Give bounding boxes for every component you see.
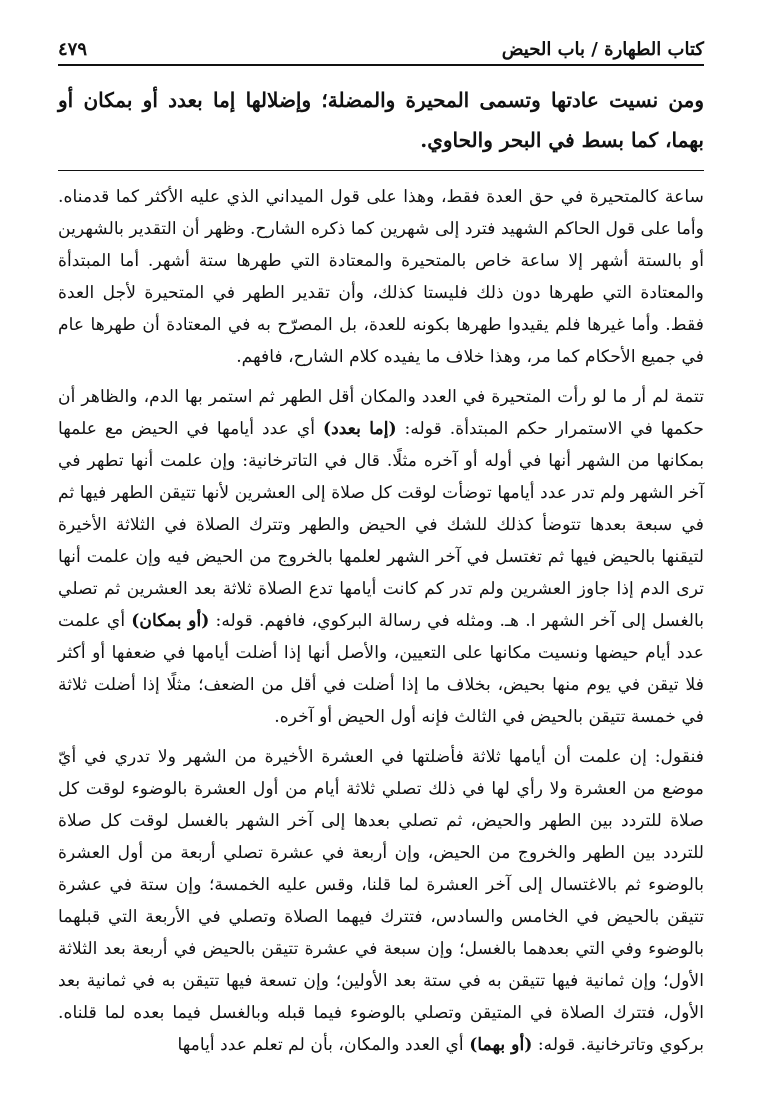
page-number: ٤٧٩	[58, 39, 88, 60]
running-head	[58, 34, 704, 66]
commentary-text: تتمة لم أر ما لو رأت المتحيرة في العدد والمكان أقل الطهر ثم استمر بها الدم، والظاهر أن حكمها في الاستمرار حكم المبتدأة. قوله:	[58, 387, 704, 439]
separator-rule	[58, 170, 704, 171]
commentary-paragraph	[58, 181, 704, 373]
quoted-lemma: (أو بهما)	[469, 1035, 533, 1055]
commentary-text: أي علمت عدد أيام حيضها ونسيت مكانها على التعيين، والأصل أنها إذا أضلت أيامها في ضعفها أو أكثر فلا تيقن في يوم منها بحيض، بخلاف ما إذا أضلت في أقل من الضعف؛ مثلًا إذا أضلت ثلاثة في خمسة تتيقن بالحيض في الثالث فإنه أول الحيض أو آخره.	[58, 611, 704, 727]
commentary-paragraph	[58, 741, 704, 1061]
commentary-text: فنقول: إن علمت أن أيامها ثلاثة فأضلتها في العشرة الأخيرة من الشهر ولا تدري في أيّ موضع من العشرة ولا رأي لها في ذلك تصلي ثلاثة أيام من أول العشرة بالوضوء لوقت كل صلاة للتردد بين الطهر والحيض، ثم تصلي بعدها إلى آخر الشهر بالغسل لوقت كل صلاة للتردد بين الطهر والخروج من الحيض، وإن أربعة في عشرة تصلي أربعة من أول العشرة بالوضوء ثم بالاغتسال إلى آخر العشرة لما قلنا، وقس عليه الخمسة؛ وإن ستة في عشرة تتيقن بالحيض في الخامس والسادس، فتترك فيهما الصلاة وتصلي في الأربعة التي قبلهما بالوضوء وفي التي بعدهما بالغسل؛ وإن سبعة في عشرة تتيقن بالحيض في أربعة بعد الثلاثة الأول؛ وإن ثمانية فيها تتيقن به في ستة بعد الأولين؛ وإن تسعة فيها تتيقن به في ثمانية بعد الأول، فتترك الصلاة في المتيقن وتصلي بالوضوء فيما قبله وبالغسل فيما بعده لما قلناه. بركوي وتاترخانية. قوله:	[58, 747, 704, 1055]
quoted-lemma: (إما بعدد)	[322, 419, 397, 439]
main-text: ومن نسيت عادتها وتسمى المحيرة والمضلة؛ وإضلالها إما بعدد أو بمكان أو بهما، كما بسط في البحر والحاوي.	[58, 88, 704, 152]
quoted-lemma: (أو بمكان)	[131, 611, 210, 631]
running-title: كتاب الطهارة / باب الحيض	[501, 39, 704, 60]
commentary-text: أي العدد والمكان، بأن لم تعلم عدد أيامها	[177, 1035, 470, 1055]
commentary-text: أي عدد أيامها في الحيض مع علمها بمكانها من الشهر أنها في أوله أو آخره مثلًا. قال في التاترخانية: وإن علمت أنها تطهر في آخر الشهر ولم تدر عدد أيامها توضأت لوقت كل صلاة إلى العشرين لأنها تتيقن الطهر فيها ثم في سبعة بعدها تتوضأ كذلك للشك في الحيض والطهر وتترك الصلاة في الثلاثة الأخيرة لتيقنها بالحيض فيها ثم تغتسل في آخر الشهر لعلمها بالخروج من الحيض فيه وإن علمت أنها ترى الدم إذا جاوز العشرين ولم تدر كم كانت أيامها تدع الصلاة ثلاثة بعد العشرين ثم تصلي بالغسل إلى آخر الشهر ا. هـ. ومثله في رسالة البركوي، فافهم. قوله:	[58, 419, 704, 631]
commentary-paragraph	[58, 381, 704, 733]
commentary-text: ساعة كالمتحيرة في حق العدة فقط، وهذا على قول الميداني الذي عليه الأكثر كما قدمناه. وأما على قول الحاكم الشهيد فترد إلى شهرين كما ذكره الشارح. وظهر أن التقدير بالشهرين أو بالستة أشهر إلا ساعة خاص بالمتحيرة والمعتادة التي طهرها ستة أشهر. أما المبتدأة والمعتادة التي طهرها دون ذلك فليستا كذلك، وأن تقدير الطهر في المتحيرة لأجل العدة فقط. وأما غيرها فلم يقيدوا طهرها بكونه للعدة، بل المصرّح به في المعتادة أن طهرها عام في جميع الأحكام كما مر، وهذا خلاف ما يفيده كلام الشارح، فافهم.	[58, 187, 704, 367]
commentary	[58, 181, 704, 1061]
